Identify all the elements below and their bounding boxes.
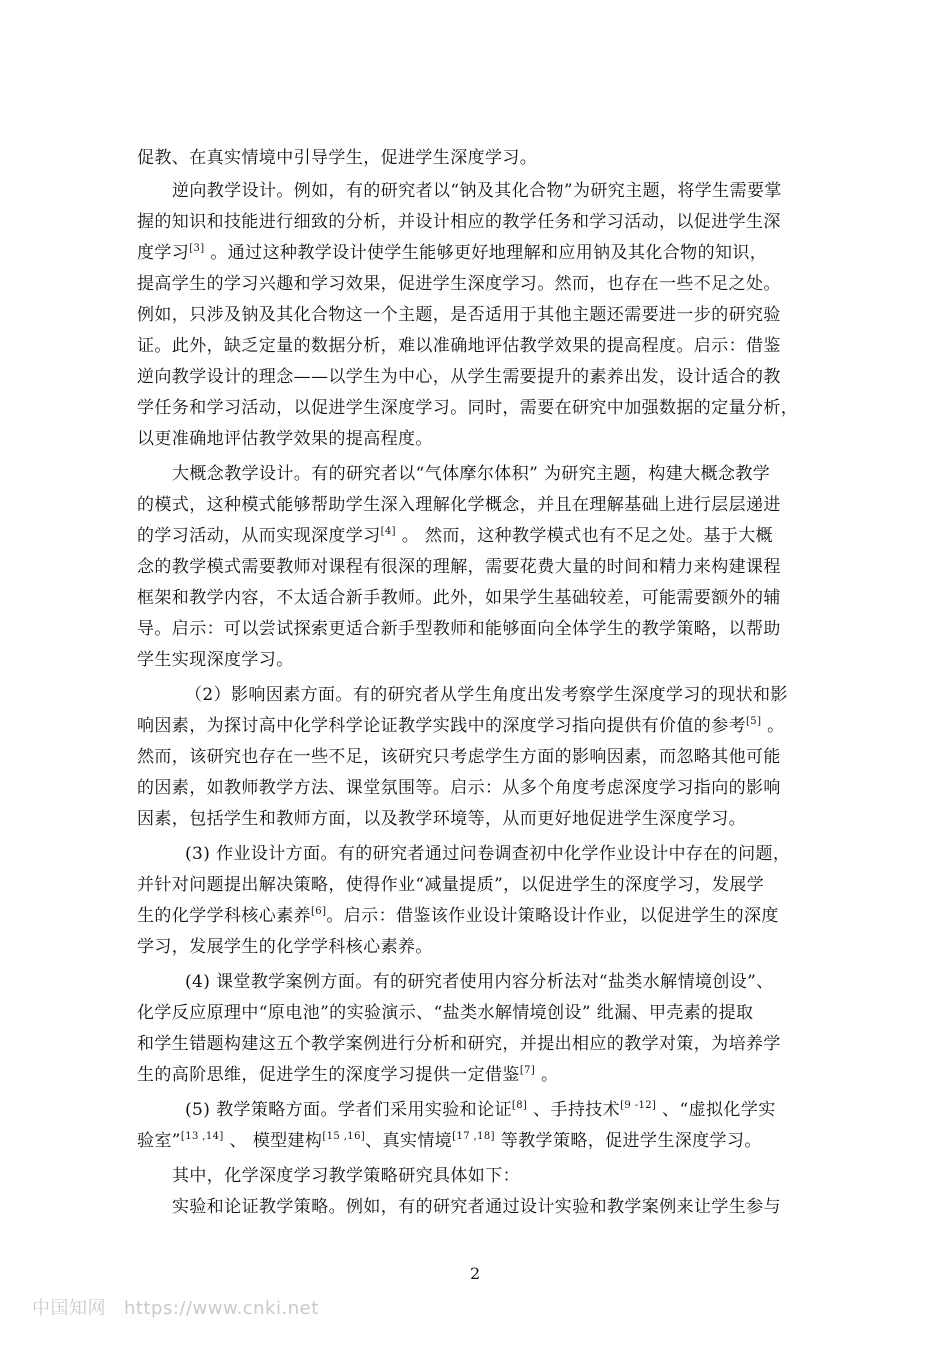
citation: [17 ,18]: [452, 1131, 495, 1142]
text-line: 逆向教学设计。例如，有的研究者以“钠及其化合物”为研究主题，将学生需要掌: [172, 181, 782, 201]
text-line: 和学生错题构建这五个教学案例进行分析和研究，并提出相应的教学对策，为培养学: [137, 1034, 781, 1054]
citation: [5]: [746, 716, 762, 727]
text-line: 念的教学模式需要教师对课程有很深的理解，需要花费大量的时间和精力来构建课程: [137, 557, 781, 577]
text-line: 其中，化学深度学习教学策略研究具体如下：: [172, 1166, 520, 1186]
text-line: 学任务和学习活动，以促进学生深度学习。同时，需要在研究中加强数据的定量分析，: [137, 398, 799, 418]
citation: [15 ,16]: [322, 1131, 366, 1142]
text-line: (4) 课堂教学案例方面。有的研究者使用内容分析法对“盐类水解情境创设”、: [185, 972, 774, 992]
citation: [4]: [380, 526, 396, 537]
watermark-url: https://www.cnki.net: [124, 1298, 319, 1319]
text-line: 的模式，这种模式能够帮助学生深入理解化学概念，并且在理解基础上进行层层递进: [137, 495, 781, 515]
text-line: 逆向教学设计的理念——以学生为中心，从学生需要提升的素养出发，设计适合的教: [137, 367, 781, 387]
text-line: (5) 教学策略方面。学者们采用实验和论证[8] 、手持技术[9 -12] 、“虚拟化学实: [185, 1100, 776, 1120]
text-line: 大概念教学设计。有的研究者以“气体摩尔体积” 为研究主题，构建大概念教学: [172, 464, 771, 484]
text-line: 生的化学学科核心素养[6]。启示：借鉴该作业设计策略设计作业，以促进学生的深度: [137, 906, 779, 926]
text-line: 并针对问题提出解决策略，使得作业“减量提质”，以促进学生的深度学习，发展学: [137, 875, 765, 895]
text-line: 提高学生的学习兴趣和学习效果，促进学生深度学习。然而，也存在一些不足之处。: [137, 274, 781, 294]
text-line: 生的高阶思维，促进学生的深度学习提供一定借鉴[7] 。: [137, 1065, 559, 1085]
text-line: （2）影响因素方面。有的研究者从学生角度出发考察学生深度学习的现状和影: [185, 685, 788, 705]
watermark-brand: 中国知网: [32, 1298, 106, 1319]
text-line: 因素，包括学生和教师方面，以及教学环境等，从而更好地促进学生深度学习。: [137, 809, 746, 829]
text-line: 促教、在真实情境中引导学生，促进学生深度学习。: [137, 148, 538, 168]
text-line: 框架和教学内容，不太适合新手教师。此外，如果学生基础较差，可能需要额外的辅: [137, 588, 781, 608]
text-line: 导。启示：可以尝试探索更适合新手型教师和能够面向全体学生的教学策略，以帮助: [137, 619, 781, 639]
text-line: 的因素，如教师教学方法、课堂氛围等。启示：从多个角度考虑深度学习指向的影响: [137, 778, 781, 798]
text-line: 的学习活动，从而实现深度学习[4] 。 然而，这种教学模式也有不足之处。基于大概: [137, 526, 773, 546]
citation: [8]: [511, 1100, 528, 1111]
text-line: 化学反应原理中“原电池”的实验演示、“盐类水解情境创设” 纰漏、甲壳素的提取: [137, 1003, 754, 1023]
citation: [6]: [311, 906, 327, 917]
text-line: 实验和论证教学策略。例如，有的研究者通过设计实验和教学案例来让学生参与: [172, 1197, 781, 1217]
citation: [13 ,14]: [180, 1131, 224, 1142]
text-line: 学习，发展学生的化学学科核心素养。: [137, 937, 433, 957]
cnki-watermark: [32, 1294, 319, 1320]
citation: [3]: [189, 243, 205, 254]
text-line: 握的知识和技能进行细致的分析，并设计相应的教学任务和学习活动，以促进学生深: [137, 212, 781, 232]
text-line: 响因素，为探讨高中化学科学论证教学实践中的深度学习指向提供有价值的参考[5] 。: [137, 716, 785, 736]
citation: [7]: [519, 1065, 536, 1076]
text-line: 验室”[13 ,14] 、 模型建构[15 ,16]、真实情境[17 ,18] 等教学策略，促进学生深度学习。: [137, 1131, 762, 1151]
text-line: 然而，该研究也存在一些不足，该研究只考虑学生方面的影响因素，而忽略其他可能: [137, 747, 781, 767]
page-number: 2: [470, 1264, 481, 1283]
text-line: 以更准确地评估教学效果的提高程度。: [137, 429, 433, 449]
text-line: 学生实现深度学习。: [137, 650, 294, 670]
text-line: (3) 作业设计方面。有的研究者通过问卷调查初中化学作业设计中存在的问题，: [185, 844, 791, 864]
text-line: 证。此外，缺乏定量的数据分析，难以准确地评估教学效果的提高程度。启示：借鉴: [137, 336, 781, 356]
citation: [9 -12]: [620, 1100, 657, 1111]
text-line: 例如，只涉及钠及其化合物这一个主题，是否适用于其他主题还需要进一步的研究验: [137, 305, 781, 325]
text-line: 度学习[3] 。通过这种教学设计使学生能够更好地理解和应用钠及其化合物的知识，: [137, 243, 768, 263]
